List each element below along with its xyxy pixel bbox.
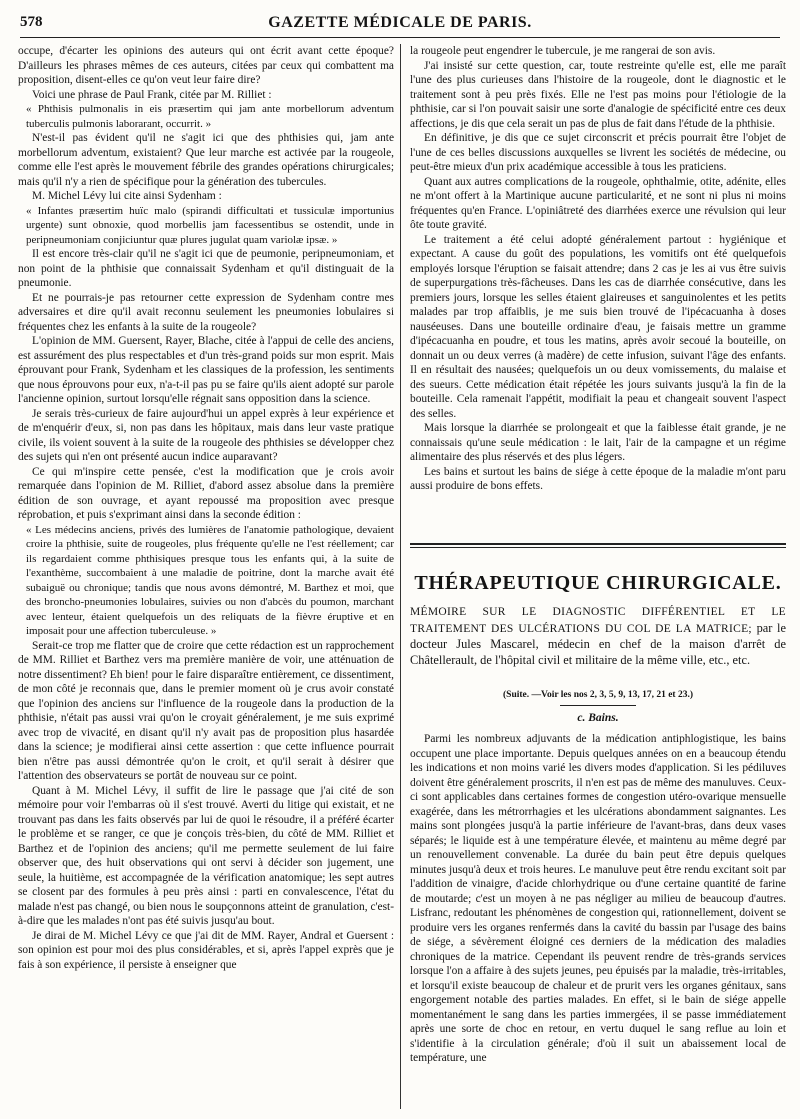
paragraph: Mais lorsque la diarrhée se prolongeait et que la faiblesse était grande, je ne connaissais qu'une seule médication : le lait, l'air de la campagne et un régime alimentaire des plus réservés et des plus légers.	[410, 422, 786, 463]
paragraph: L'opinion de MM. Guersent, Rayer, Blache, citée à l'appui de celle des anciens, est assurément des plus respectables et d'un très-grand poids sur mon esprit. Mais éprouvant pour Frank, Sydenham et les classiques de la profession, les sentiments que nous éprouvons pour eux, n'a-t-il pas pu se faire qu'ils aient adopté sur parole l'ancienne opinion, surtout lorsqu'elle régnait sans opposition dans la science.	[18, 335, 394, 405]
latin-quote: « Infantes præsertim huïc malo (spirandi difficultati et tussiculæ importunius urgente) sunt obnoxie, quod morbellis jam facessentibus se ostendit, unde in peripneumoniam conjiciuntur quæ plures jugulat quam variolæ ipsæ. »	[26, 204, 394, 246]
paragraph: Ce qui m'inspire cette pensée, c'est la modification que je crois avoir remarquée dans l'opinion de M. Rilliet, d'abord assez absolue dans la première édition de son ouvrage, et ayant repoussé ma proposition avec presque réprobation, et puis s'exprimant ainsi dans la seconde édition :	[18, 465, 394, 521]
paragraph: Serait-ce trop me flatter que de croire que cette rédaction est un rapprochement de MM. Rilliet et Barthez vers ma première manière de voir, une atténuation de notre dissentiment? Eh bien! pour le faire disparaître entièrement, ce dissentiment, de mon côté je reconnais que, dans le premier moment où je crus avoir constaté que l'opinion des anciens sur l'influence de la rougeole dans la production de la phthisie, n'était pas aussi vrai qu'on le croyait généralement, je me suis exprimé avec trop de vivacité, en disant qu'il n'y avait pas de proposition plus hasardée dans la science; je modifierai ainsi cette assertion : que cette influence pourrait bien n'être pas aussi démontrée qu'on le croit, et qu'il serait à désirer que l'attention des observateurs se portât de nouveau sur ce point.	[18, 639, 394, 782]
short-divider	[560, 705, 636, 706]
section-rule-thick	[410, 543, 786, 545]
memoir-author: par le docteur Jules Mascarel, médecin en chef de la maison d'arrêt de Châtellerault, de l'hôpital civil et militaire de la même ville, etc., etc.	[410, 620, 786, 667]
paragraph: Quant aux autres complications de la rougeole, ophthalmie, otite, adénite, elles ne m'ont offert à la Martinique aucune particularité, et ne sont ni plus ni moins fréquentes qu'en France. L'opiniâtreté des diarrhées exerce une révulsion qui leur ôte toute gravité.	[410, 175, 786, 231]
column-divider	[400, 44, 401, 1109]
paragraph: la rougeole peut engendrer le tubercule, je me rangerai de son avis.	[410, 45, 716, 57]
memoir-title: MÉMOIRE SUR LE DIAGNOSTIC DIFFÉRENTIEL ET LE TRAITEMENT DES ULCÉRATIONS DU COL DE LA MATRICE;	[410, 606, 786, 635]
subsection-heading: c. Bains.	[577, 712, 619, 724]
rilliet-quote: « Les médecins anciens, privés des lumières de l'anatomie pathologique, devaient croire la phthisie, suite de rougeoles, plus fréquente qu'elle ne l'est réellement; car ils regardaient comme phthisiques presque tous les enfants qui, à la suite de l'exanthème, succombaient à une maladie de poitrine, dont la marche avait été subaiguë ou chronique; tandis que nous avons démontré, M. Barthez et moi, que des broncho-pneumonies lobulaires, suivies ou non d'abcès du poumon, marchant avec lenteur, étaient quelquefois un des reliquats de la fièvre éruptive et en imposait pour une affection tuberculeuse. »	[26, 523, 394, 637]
paragraph: occupe, d'écarter les opinions des auteurs qui ont écrit avant cette époque? D'ailleurs les phrases mêmes de ces auteurs, citées par ceux qui combattent ma proposition, disent-elles ce qu'on veut leur faire dire?	[18, 45, 394, 86]
paragraph: Parmi les nombreux adjuvants de la médication antiphlogistique, les bains occupent une place importante. Depuis quelques années on en a beaucoup étendu les indications et non moins varié les divers modes d'application. Si les pédiluves doivent être généralement proscrits, il n'en est pas de même des manuluves. Ceux-ci sont applicables dans certaines formes de congestion utéro-ovarique mensuelle exagérée, dans les métrorrhagies et les ulcérations abondamment saignantes. Les mains sont plongées jusqu'à la partie inférieure de l'avant-bras, dans deux vases séparés; le liquide est à une température élevée, et maintenu au même degré par un renouvellement convenable. La durée du bain peut être depuis quelques minutes jusqu'à deux et trois heures. Le manuluve peut être rendu excitant soit par l'addition de vinaigre, d'acide chlorhydrique ou d'une certaine quantité de farine de moutarde; c'est un moyen à ne pas négliger au milieu de beaucoup d'autres. Lisfranc, redoutant les phénomènes de congestion qui, rationnellement, doivent se produire vers les organes renfermés dans la cavité du bassin par l'usage des bains de siége, a sévèrement éloigné ces derniers de la médication des maladies chroniques de la matrice. Cependant ils peuvent rendre de très-grands services lorsque l'on a affaire à des sujets jeunes, peu épuisés par la maladie, très-irritables, et lorsqu'il existe beaucoup de chaleur et de prurit vers les organes génitaux, sans engorgement notable des parties malades. En effet, si le bain de siége appelle momentanément le sang dans les parties immergées, il se passe immédiatement après une sorte de choc en retour, en vertu duquel le sang reflue au loin et s'identifie à la circulation générale; d'où il suit un abaissement local de température, une	[410, 733, 786, 1064]
paragraph: Voici une phrase de Paul Frank, citée par M. Rilliet :	[32, 88, 272, 101]
paragraph: Les bains et surtout les bains de siége à cette époque de la maladie m'ont paru aussi produire de bons effets.	[410, 465, 786, 492]
latin-quote: « Phthisis pulmonalis in eis præsertim qui jam ante morbellorum adventum tuberculis pulmonis laborarant, occurrit. »	[26, 103, 394, 130]
paragraph: M. Michel Lévy lui cite ainsi Sydenham :	[32, 190, 222, 202]
paragraph: Je serais très-curieux de faire aujourd'hui un appel exprès à leur expérience et de m'enquérir d'eux, si, non pas dans les hôpitaux, mais dans leur vaste pratique civile, ils voient souvent à la suite de la rougeole des phthisies se développer chez des sujets qui n'en ont présenté aucun indice auparavant?	[18, 407, 394, 463]
left-column	[18, 44, 394, 1109]
paragraph: En définitive, je dis que ce sujet circonscrit et précis pourrait être l'objet de l'une de ces belles discussions auxquelles se livrent les sociétés de médecine, ou peut-être mieux d'un prix académique accessible à tous les praticiens.	[410, 132, 786, 173]
section-title: THÉRAPEUTIQUE CHIRURGICALE.	[414, 572, 782, 594]
paragraph: N'est-il pas évident qu'il ne s'agit ici que des phthisies qui, jam ante morbellorum adventum, existaient? Que leur marche est activée par la rougeole, comme elle l'est après le mouvement fébrile des grandes opérations chirurgicales; mais qu'il n'y a rien de spécifique pour la génération des tubercules.	[18, 132, 394, 188]
paragraph: Je dirai de M. Michel Lévy ce que j'ai dit de MM. Rayer, Andral et Guersent : son opinion est pour moi des plus considérables, et si, après l'appel exprès que je fais à son expérience, il persiste à enseigner que	[18, 929, 394, 971]
paragraph: Il est encore très-clair qu'il ne s'agit ici que de peumonie, peripneumoniam, et non point de la phthisie que connaissait Sydenham et qu'il distinguait de la pneumonie.	[18, 248, 394, 289]
paragraph: Le traitement a été celui adopté généralement partout : hygiénique et expectant. A cause du goût des populations, les vomitifs ont été quelquefois employés lorsque l'éruption se faisait attendre; dans 2 cas je les ai vus être suivis de superpurgations très-fâcheuses. Dans les cas de diarrhée consécutive, dans les premiers jours, lorsque les selles étaient glaireuses et sanguinolentes et les petits malades par trop affaiblis, je me suis bien trouvé de l'ipécacuanha à doses nauséeuses. Dans une bouteille ordinaire d'eau, je faisais mettre un gramme d'ipécacuanha en poudre, et tous les matins, après avoir secoué la bouteille, on donnait un ou deux verres (à madère) de cette infusion, suivant l'âge des enfants. Il en résultait des nausées; quelquefois un ou deux vomissements, du malaise et des sueurs. Cette médication était répétée les jours suivants jusqu'à la fin de la bouteille. Cela ramenait l'appétit, modifiait la peau et changeait souvent l'aspect des selles.	[410, 233, 786, 420]
memoir-heading	[410, 604, 786, 668]
paragraph: Quant à M. Michel Lévy, il suffit de lire le passage que j'ai cité de son mémoire pour voir l'embarras où il s'est trouvé. Averti du litige qui existait, et ne trouvant pas dans les faits observés par lui de quoi le résoudre, il a préféré écarter le problème et se ranger, ce que je conçois très-bien, du côté de MM. Rilliet et Barthez et de l'opinion des anciens; qu'il me permette seulement de lui faire observer que, des huit observations qui ont servi à décider son jugement, une seule, la huitième, est accompagnée de la vérification anatomique; les sept autres se closent par des formules à peu près ainsi : parti en convalescence, l'état du malade n'est pas changé, ou bien nous le soupçonnons atteint de granulation, c'est-à-dire que les malades n'ont pas été suivis jusqu'au bout.	[18, 784, 394, 927]
right-column-bottom	[410, 732, 786, 1112]
right-column-top	[410, 44, 786, 514]
journal-title: GAZETTE MÉDICALE DE PARIS.	[268, 14, 532, 31]
paragraph: J'ai insisté sur cette question, car, toute restreinte qu'elle est, elle me paraît l'une des plus curieuses dans l'histoire de la rougeole, dont le diagnostic et le traitement sont à peu près fixés. Elle ne l'est pas moins pour l'étiologie de la phthisie, car si l'on pouvait saisir une sorte d'analogie de spécificité entre ces deux affections, je dis que cela serait un pas de plus de fait dans l'étude de la phthisie.	[410, 59, 786, 130]
paragraph: Et ne pourrais-je pas retourner cette expression de Sydenham contre mes adversaires et dire qu'il avait reconnu seulement les pneumonies lobulaires si fréquentes chez les enfants à la suite de la rougeole?	[18, 291, 394, 333]
page-number: 578	[20, 14, 43, 30]
continuation-note: (Suite. —Voir les nos 2, 3, 5, 9, 13, 17, 21 et 23.)	[503, 690, 693, 700]
page-header	[20, 14, 780, 38]
section-rule-thin	[410, 547, 786, 548]
